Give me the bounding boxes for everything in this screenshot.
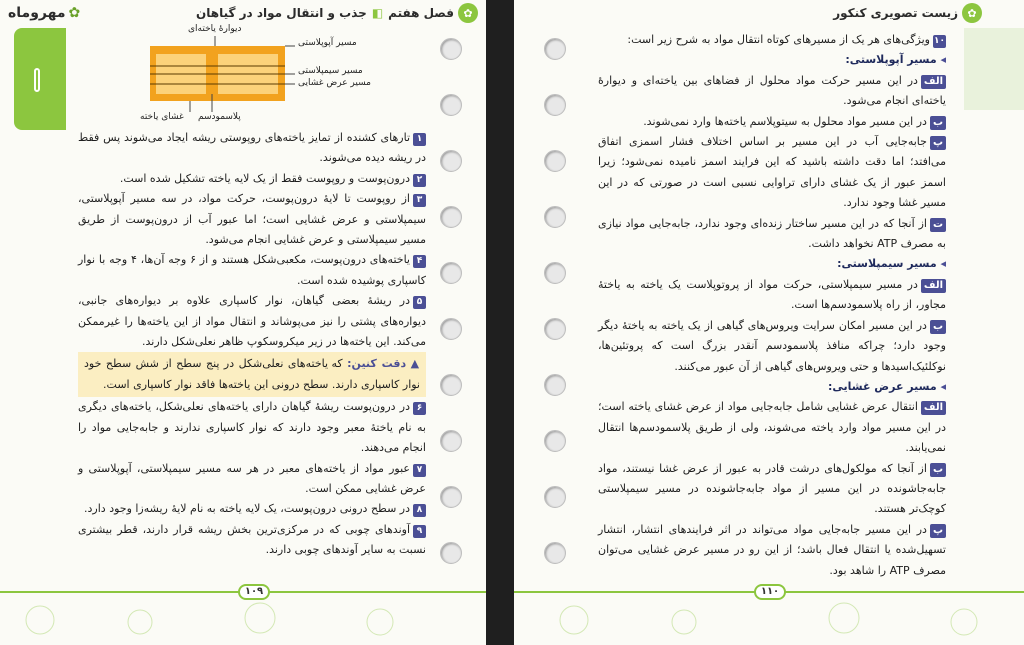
pathways-diagram-svg xyxy=(130,24,420,126)
list-item: تاز آنجا که در این مسیر ساختار زنده‌ای وجود ندارد، جابه‌جایی مواد نیازی به مصرف ATP نخواهد داشت. xyxy=(598,216,946,251)
list-item: بدر این مسیر امکان سرایت ویروس‌های گیاهی از یک یاخته به یاختهٔ دیگر وجود دارد؛ چراکه منافذ پلاسمودسم آنقدر بزرگ است که پروتئین‌ها، نوکلئیک‌اسیدها و حتی ویروس‌های گیاهی از آن عبور می‌کنند. xyxy=(598,318,946,373)
list-item: ۸در سطح درونی درون‌پوست، یک لایه یاخته به نام لایهٔ ریشه‌زا وجود دارد. xyxy=(78,499,426,519)
label-transmembrane: مسیر عرض غشایی xyxy=(298,78,371,88)
label-apoplast: مسیر آپوپلاستی xyxy=(298,38,357,48)
list-item: ۶در درون‌پوست ریشهٔ گیاهان دارای یاخته‌های نعلی‌شکل، یاخته‌های دیگری به نام یاختهٔ معبر وجود دارند که نوار کاسپاری ندارند و جابه‌جایی مواد را انجام می‌دهند. xyxy=(78,400,426,455)
page-number: ۱۰۹ xyxy=(238,584,270,600)
list-item: ۲درون‌پوست و روپوست فقط از یک لایه یاخته تشکیل شده است. xyxy=(78,169,426,189)
list-item: ۵در ریشهٔ بعضی گیاهان، نوار کاسپاری علاوه بر دیواره‌های جانبی، دیواره‌های پشتی را نیز می‌پوشاند و انتقال مواد از این یاخته‌ها را غیرممکن می‌کند. این یاخته‌ها در زیر میکروسکوپ ظاهر نعلی‌شکل دارند. xyxy=(78,294,426,349)
list-item: باز آنجا که مولکول‌های درشت قادر به عبور از عرض غشا نیستند، مواد جابه‌جاشونده در این مسیر از مواد جابه‌جاشونده در مسیر سیمپلاستی کوچک‌تر هستند. xyxy=(598,461,946,516)
list-item: الفدر این مسیر حرکت مواد محلول از فضاهای بین یاخته‌ای و دیوارهٔ یاخته‌ای انجام می‌شود. xyxy=(598,73,946,108)
intro: ۱۰ویژگی‌های هر یک از مسیرهای کوتاه انتقال مواد به شرح زیر است: xyxy=(627,33,945,46)
warning-icon: ▲ xyxy=(406,357,420,371)
binder-holes xyxy=(544,38,572,598)
chapter-title: فصل هفتم xyxy=(388,6,454,20)
warning-box: ▲ دقت کنین: که یاخته‌های نعلی‌شکل در پنج سطح از شش سطح خود نوار کاسپاری دارند. سطح درونی این یاخته‌ها فاقد نوار کاسپاری است. xyxy=(78,352,426,397)
list-item: ۴یاخته‌های درون‌پوست، مکعبی‌شکل هستند و از ۶ وجه آن‌ها، ۴ وجه با نوار کاسپاری پوشیده شده است. xyxy=(78,253,426,287)
label-symplast: مسیر سیمپلاستی xyxy=(298,66,363,76)
book-gutter xyxy=(486,0,514,645)
left-page-header xyxy=(8,0,478,26)
list-item: بدر این مسیر مواد محلول به سیتوپلاسم یاخته‌ها وارد نمی‌شوند. xyxy=(598,112,946,132)
list-item: پدر این مسیر جابه‌جایی مواد می‌تواند در اثر فرایندهای انتشار، انتشار تسهیل‌شده یا انتقال فعال باشد؛ از این رو در مسیر عرض غشایی می‌توان مصرف ATP را شاهد بود. xyxy=(598,522,946,577)
header-title: زیست تصویری کنکور xyxy=(833,6,958,20)
title-separator-icon: ◧ xyxy=(371,6,384,20)
list-item: ۳از روپوست تا لایهٔ درون‌پوست، حرکت مواد، در سه مسیر آپوپلاستی، سیمپلاستی و عرض غشایی است؛ اما عبور آب از درون‌پوست از طریق مسیر سیمپلاستی و عرض غشایی انجام می‌شود. xyxy=(78,192,426,247)
tab-glyph-icon xyxy=(34,68,40,92)
right-side-tab xyxy=(964,28,1024,110)
footer-decoration xyxy=(514,600,1024,645)
chapter-leaf-icon: ✿ xyxy=(458,3,478,23)
list-item: ۱تارهای کشنده از تمایز یاخته‌های روپوستی ریشه ایجاد می‌شوند پس فقط در ریشه دیده می‌شوند. xyxy=(78,131,426,165)
right-page xyxy=(514,0,1024,645)
section-heading: ◂ مسیر سیمپلاستی: xyxy=(598,254,946,274)
left-page xyxy=(0,0,486,645)
section-heading: ◂ مسیر عرض غشایی: xyxy=(598,377,946,397)
list-item: الفدر مسیر سیمپلاستی، حرکت مواد از پروتوپلاست یک یاخته به یاختهٔ مجاور، از راه پلاسمودسم‌ها است. xyxy=(598,277,946,312)
list-item: ۷عبور مواد از یاخته‌های معبر در هر سه مسیر سیمپلاستی، آپوپلاستی و عرض غشایی ممکن است. xyxy=(78,461,426,495)
list-item: الفانتقال عرض غشایی شامل جابه‌جایی مواد از عرض غشای یاخته است؛ در این مسیر مواد وارد یاخته می‌شوند، ولی از طریق پلاسمودسم‌ها انتقال نمی‌یابند. xyxy=(598,400,946,455)
header-leaf-icon: ✿ xyxy=(962,3,982,23)
footer-decoration xyxy=(0,600,486,645)
logo-text: مهروماه xyxy=(8,5,66,21)
label-plasmodesma: پلاسمودسم xyxy=(198,112,241,122)
pathways-diagram xyxy=(130,24,420,126)
list-item: ۹آوندهای چوبی که در مرکزی‌ترین بخش ریشه قرار دارند، قطر بیشتری نسبت به سایر آوندهای چوبی دارند. xyxy=(78,522,426,557)
page-number: ۱۱۰ xyxy=(754,584,786,600)
label-membrane: غشای یاخته xyxy=(140,112,184,122)
section-title: جذب و انتقال مواد در گیاهان xyxy=(196,6,367,20)
right-page-content xyxy=(598,30,946,581)
chapter-side-tab xyxy=(14,28,66,130)
section-heading: ◂ مسیر آپوپلاستی: xyxy=(598,50,946,70)
right-page-header xyxy=(542,0,982,26)
left-page-content xyxy=(78,128,426,561)
label-cell-wall: دیوارهٔ یاخته‌ای xyxy=(188,24,242,34)
list-item: پجابه‌جایی آب در این مسیر بر اساس اختلاف فشار اسمزی اتفاق می‌افتد؛ اما دقت داشته باشید که این فرایند اسمز نامیده نمی‌شود؛ زیرا اسمز عبور از یک غشای دارای تراوایی نسبی است در صورتی که در این مسیر غشا وجود ندارد. xyxy=(598,135,946,210)
logo-leaf-icon: ✿ xyxy=(68,5,81,21)
binder-holes xyxy=(440,38,468,598)
